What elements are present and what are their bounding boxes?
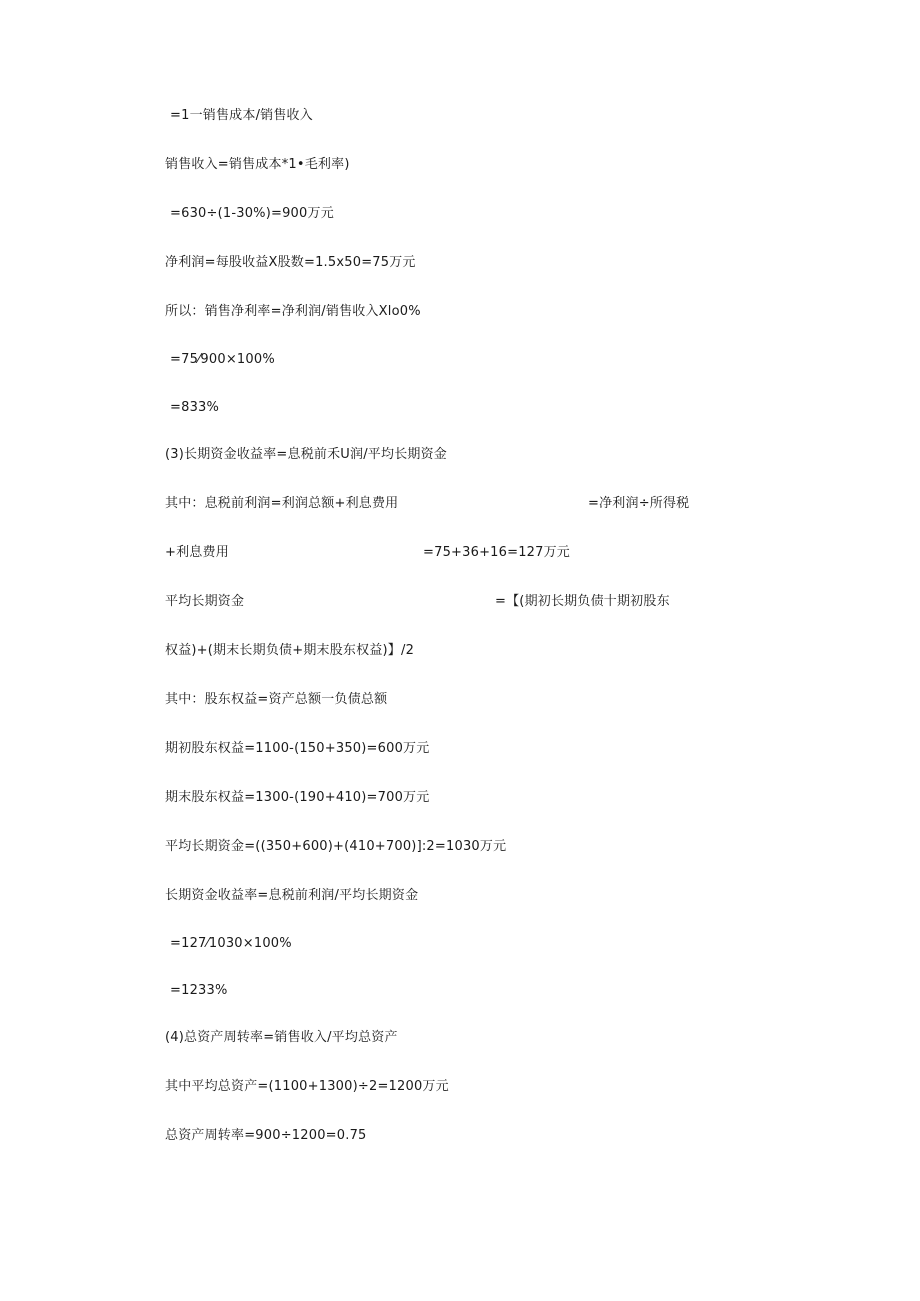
section-heading-long-term-return: (3)长期资金收益率=息税前禾U润/平均长期资金 [165, 447, 448, 462]
formula-line-equity-definition: 其中：股东权益=资产总额一负债总额 [165, 692, 388, 707]
formula-avg-long-term-right: =【(期初长期负债十期初股东 [495, 594, 670, 609]
formula-line-ebit [165, 496, 690, 512]
formula-line-avg-long-term-value: 平均长期资金=((350+600)+(410+700)]:2=1030万元 [165, 839, 507, 854]
formula-line-net-margin: 所以：销售净利率=净利润/销售收入Xlo0% [165, 304, 421, 319]
formula-line-long-term-return-result: =1233% [170, 983, 228, 998]
formula-line-opening-equity: 期初股东权益=1100-(150+350)=600万元 [165, 741, 430, 756]
formula-line-net-margin-calc: =75⁄900×100% [170, 352, 275, 367]
formula-line-interest [165, 545, 571, 561]
formula-line-equity-continuation: 权益)+(期末长期负债+期末股东权益)】/2 [165, 643, 415, 658]
formula-line-avg-long-term [165, 594, 670, 610]
formula-line-net-profit: 净利润=每股收益X股数=1.5x50=75万元 [165, 255, 416, 270]
formula-line-net-margin-result: =833% [170, 400, 220, 415]
formula-ebit-left: 其中：息税前利润=利润总额+利息费用 [165, 496, 399, 511]
formula-line-closing-equity: 期末股东权益=1300-(190+410)=700万元 [165, 790, 430, 805]
formula-line-long-term-return: 长期资金收益率=息税前利润/平均长期资金 [165, 888, 419, 903]
formula-avg-long-term-left: 平均长期资金 [165, 594, 245, 609]
section-heading-asset-turnover: (4)总资产周转率=销售收入/平均总资产 [165, 1030, 398, 1045]
formula-interest-right: =75+36+16=127万元 [423, 545, 571, 560]
formula-line-gross-margin: =1一销售成本/销售收入 [170, 108, 313, 123]
formula-ebit-right: =净利润÷所得税 [588, 496, 690, 511]
formula-line-sales-revenue: 销售收入=销售成本*1•毛利率) [165, 157, 350, 172]
formula-line-sales-value: =630÷(1-30%)=900万元 [170, 206, 334, 221]
formula-line-long-term-return-calc: =127⁄1030×100% [170, 936, 292, 951]
formula-line-asset-turnover: 总资产周转率=900÷1200=0.75 [165, 1128, 367, 1143]
formula-interest-left: +利息费用 [165, 545, 229, 560]
formula-line-avg-total-assets: 其中平均总资产=(1100+1300)÷2=1200万元 [165, 1079, 449, 1094]
